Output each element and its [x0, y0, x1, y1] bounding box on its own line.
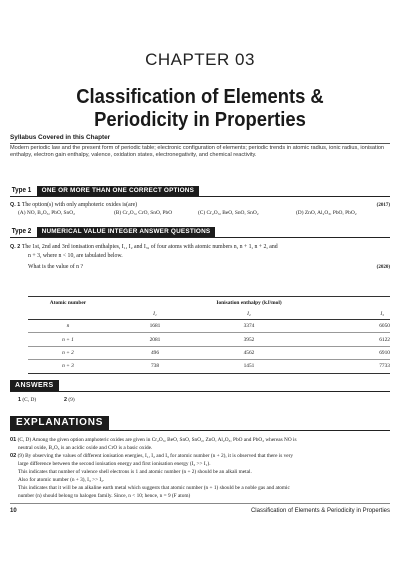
explanation-line: This indicates that number of valence shell electrons is 1 and atomic number (n + 2) should be an alkali metal.: [18, 469, 252, 475]
explanation-text: (9) By observing the values of different ionisation energies, I₁, I₂ and I₃ for atomic number (n + 2), it is observed that there is very: [17, 453, 294, 459]
explanation-line: [10, 453, 390, 460]
answer-2-value: (9): [68, 397, 75, 403]
question-1-year: (2017): [376, 203, 390, 208]
table-row: [28, 333, 390, 346]
explanations-divider: [10, 430, 390, 431]
question-1-option-a: (A) NO, B₂O₃, PbO, SnO₂: [18, 210, 76, 216]
table-subheader-i1: I₁: [108, 308, 202, 320]
table-cell-atomic: n + 3: [28, 360, 108, 373]
table-cell-i1: 1681: [108, 320, 202, 333]
table-cell-i2: 4562: [202, 346, 296, 359]
table-header-atomic-number: Atomic number: [28, 297, 108, 309]
table-cell-i2: 1451: [202, 360, 296, 373]
table-header-ionisation-enthalpy: Ionisation enthalpy (kJ/mol): [108, 297, 390, 309]
type2-title: NUMERICAL VALUE INTEGER ANSWER QUESTIONS: [37, 227, 216, 237]
table-cell-i2: 3374: [202, 320, 296, 333]
explanation-line: [10, 437, 390, 444]
explanation-text: (C, D) Among the given option amphoteric oxides are given in Cr₂O₃, BeO, SnO, SnO₂, ZnO, Al₂O₃, PbO and PbO₂ whereas NO is: [17, 437, 297, 443]
chapter-title-line-1: Classification of Elements &: [76, 86, 324, 108]
type1-header: [10, 186, 199, 196]
table-cell-atomic: n + 1: [28, 333, 108, 346]
syllabus-divider: [10, 143, 390, 144]
explanation-line: Also for atomic number (n + 3), I₃ >> I₂.: [18, 477, 105, 483]
type2-divider: [10, 237, 390, 238]
chapter-label: CHAPTER 03: [145, 50, 255, 69]
answers-heading: ANSWERS: [10, 380, 59, 391]
table-cell-i1: 496: [108, 346, 202, 359]
type1-title: ONE OR MORE THAN ONE CORRECT OPTIONS: [37, 186, 199, 196]
question-1: [10, 202, 137, 209]
table-subheader-i2: I₂: [202, 308, 296, 320]
type2-header: [10, 227, 215, 237]
explanation-line: neutral oxide, B₂O₃ is an acidic oxide and CrO is a basic oxide.: [18, 445, 153, 451]
running-title: Classification of Elements & Periodicity in Properties: [250, 508, 390, 514]
explanation-number: 01: [10, 437, 17, 443]
question-2-number: Q. 2: [10, 244, 21, 250]
ionisation-enthalpy-table: [28, 296, 390, 374]
explanation-line: large difference between the second ionisation energy and first ionisation energy (I₂ >> I₁).: [18, 461, 211, 467]
table-subheader-i3: I₃: [296, 308, 390, 320]
question-2-line-2: n + 3, where n < 10, are tabulated below.: [28, 253, 123, 259]
table-cell-i1: 738: [108, 360, 202, 373]
question-1-text: The option(s) with only amphoteric oxides is(are): [21, 202, 138, 208]
answers-divider: [10, 391, 390, 392]
table-row: [28, 346, 390, 359]
question-2-year: (2020): [376, 265, 390, 270]
table-cell-atomic: n + 2: [28, 346, 108, 359]
type1-divider: [10, 196, 390, 197]
table-cell-i3: 6122: [296, 333, 390, 346]
syllabus-text: Modern periodic law and the present form of periodic table; electronic configuration of elements; periodic trends in atomic radius, ionic radius, ionisation enthalpy, electron gain enthalpy, valence, oxidation states, electronegativity, and chemical reactivity.: [10, 145, 385, 159]
chapter-title: [16, 86, 384, 132]
table-cell-atomic: n: [28, 320, 108, 333]
answer-2: [64, 397, 75, 403]
table-row: [28, 320, 390, 333]
answer-2-number: 2: [64, 397, 67, 403]
chapter-title-line-2: Periodicity in Properties: [94, 109, 306, 131]
footer-divider: [10, 503, 390, 504]
answer-1: [18, 397, 36, 403]
table-cell-i3: 6050: [296, 320, 390, 333]
question-2-line-3: What is the value of n ?: [28, 264, 84, 270]
syllabus-heading: Syllabus Covered in this Chapter: [10, 134, 111, 141]
table-subheader-blank: [28, 308, 108, 320]
explanation-number: 02: [10, 453, 17, 459]
question-1-option-b: (B) Cr₂O₃, CrO, SnO, PbO: [114, 210, 173, 216]
question-1-option-c: (C) Cr₂O₃, BeO, SnO, SnO₂: [198, 210, 259, 216]
type1-tag: Type 1: [11, 187, 32, 194]
explanation-line: This indicates that it will be an alkaline earth metal which suggests that atomic number (n + 1) should be a noble gas and atomic: [18, 485, 290, 491]
table-row: [28, 360, 390, 373]
type2-tag: Type 2: [11, 228, 32, 235]
page-number: 10: [10, 508, 17, 514]
answer-1-value: (C, D): [22, 397, 37, 403]
table-cell-i3: 6910: [296, 346, 390, 359]
question-1-option-d: (D) ZnO, Al₂O₃, PbO, PbO₂: [296, 210, 357, 216]
question-2-line-1: The 1st, 2nd and 3rd ionisation enthalpies, I₁, I₂ and I₃, of four atoms with atomic numbers n, n + 1, n + 2, and: [21, 244, 278, 250]
explanations-heading: EXPLANATIONS: [10, 416, 109, 430]
table-cell-i1: 2081: [108, 333, 202, 346]
explanation-line: number (n) should belong to halogen family. Since, n < 10; hence, n = 9 (F atom): [18, 493, 191, 499]
question-2: [10, 244, 278, 251]
answer-1-number: 1: [18, 397, 21, 403]
table-cell-i3: 7733: [296, 360, 390, 373]
table-cell-i2: 3952: [202, 333, 296, 346]
question-1-number: Q. 1: [10, 202, 21, 208]
